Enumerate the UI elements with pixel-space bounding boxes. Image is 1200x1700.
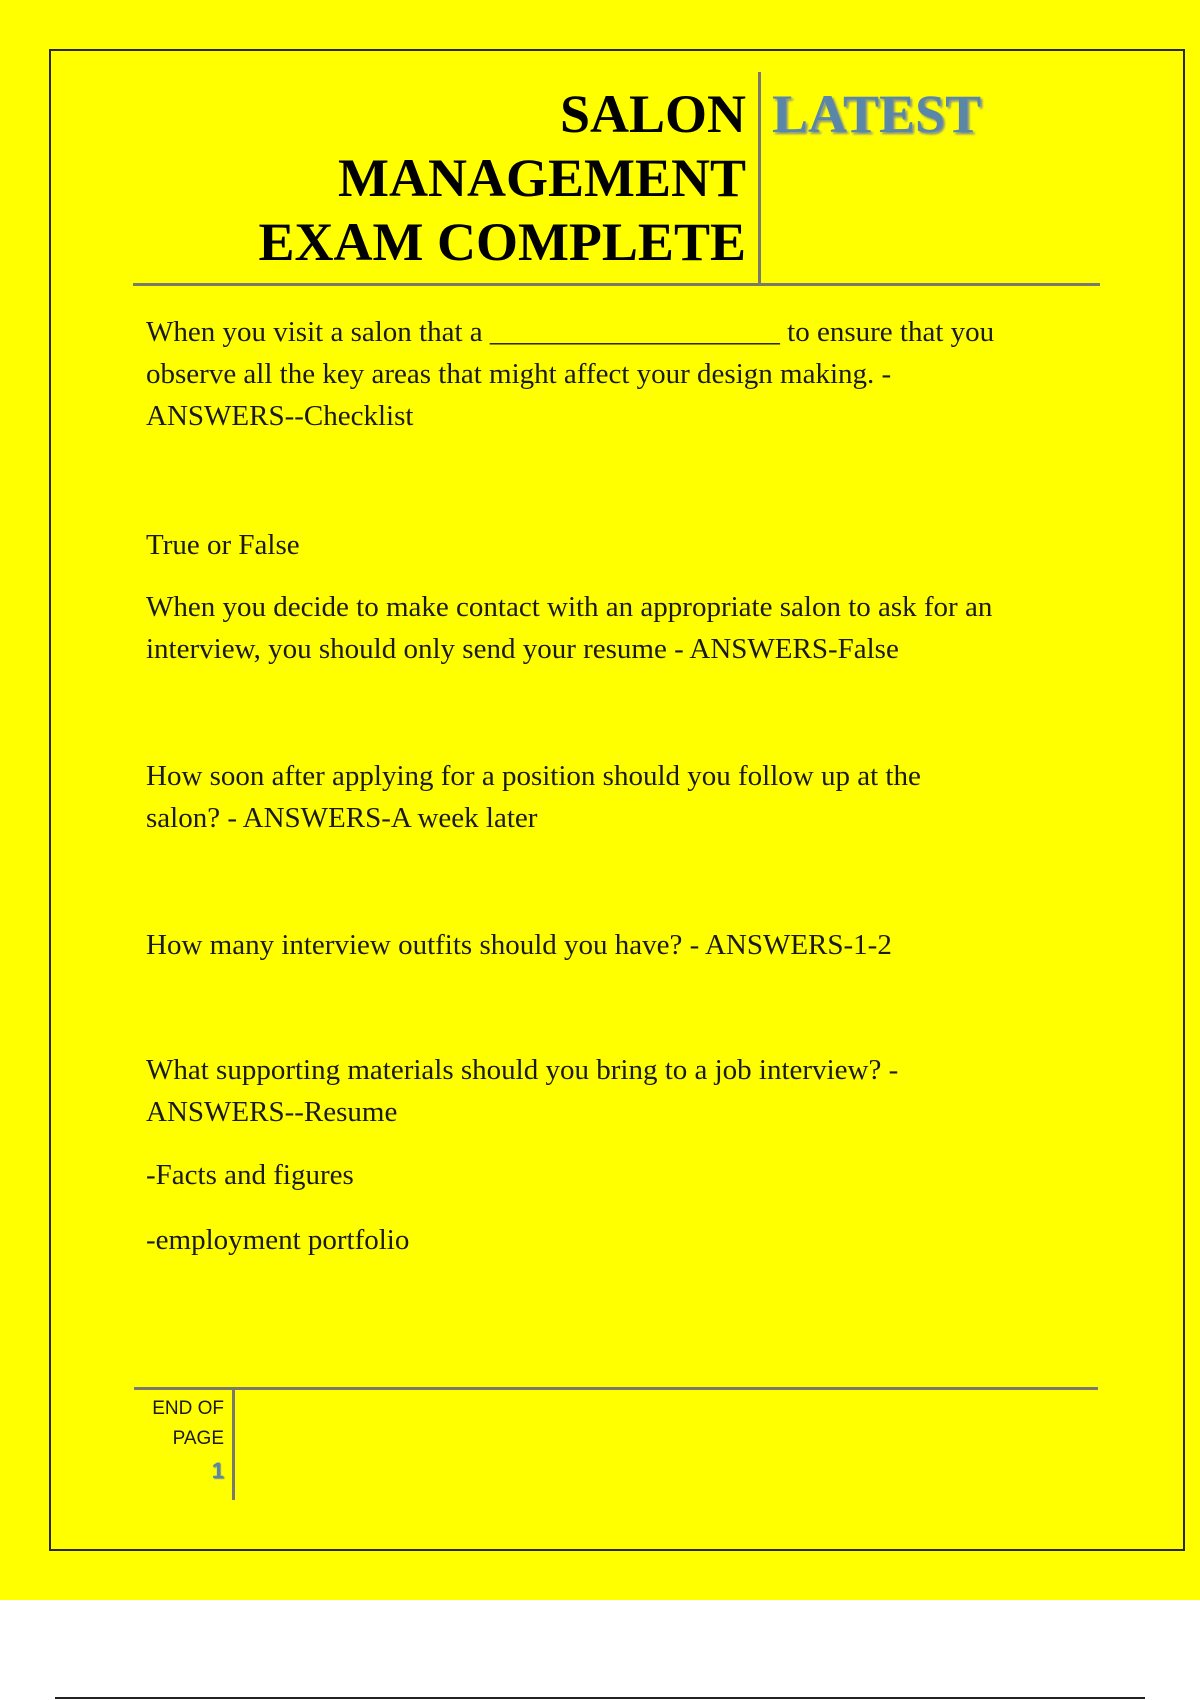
question-5-extra-2: [146, 1219, 1096, 1261]
title-line-3: EXAM COMPLETE: [258, 212, 746, 272]
footer-page-number: 1: [211, 1458, 224, 1483]
question-5-extra-line-2: -employment portfolio: [146, 1224, 410, 1256]
question-2-label-line: True or False: [146, 529, 300, 561]
question-2: [146, 586, 1096, 670]
question-1-line-1: When you visit a salon that a ____________________ to ensure that you: [146, 316, 995, 348]
footer-page-label: PAGE: [172, 1428, 224, 1449]
question-1: [146, 311, 1096, 437]
question-5-extra-1: [146, 1154, 1096, 1196]
question-3-line-1: How soon after applying for a position should you follow up at the: [146, 760, 921, 792]
question-1-line-2: observe all the key areas that might affect your design making. -: [146, 358, 892, 390]
footer-divider: [232, 1390, 235, 1500]
question-5-line-1: What supporting materials should you bring to a job interview? -: [146, 1054, 899, 1086]
question-3-line-2: salon? - ANSWERS-A week later: [146, 802, 538, 834]
page-footer: [134, 1394, 224, 1488]
footer-end-of: END OF: [152, 1398, 224, 1419]
question-3: [146, 755, 1096, 839]
bottom-rule: [55, 1697, 1145, 1699]
title-line-2: MANAGEMENT: [338, 148, 746, 208]
document-title: [130, 82, 746, 274]
question-5: [146, 1049, 1096, 1133]
title-line-1: SALON: [559, 84, 746, 144]
latest-tag: LATEST: [772, 84, 982, 144]
question-2-line-2: interview, you should only send your resume - ANSWERS-False: [146, 633, 899, 665]
question-4: [146, 924, 1096, 966]
question-5-line-2: ANSWERS--Resume: [146, 1096, 398, 1128]
header-rule: [133, 283, 1100, 286]
question-1-line-3: ANSWERS--Checklist: [146, 400, 414, 432]
footer-rule: [134, 1387, 1098, 1390]
question-2-line-1: When you decide to make contact with an appropriate salon to ask for an: [146, 591, 993, 623]
question-4-line-1: How many interview outfits should you have? - ANSWERS-1-2: [146, 929, 892, 961]
question-2-label: [146, 524, 1096, 566]
question-5-extra-line-1: -Facts and figures: [146, 1159, 354, 1191]
header-divider: [758, 72, 761, 284]
